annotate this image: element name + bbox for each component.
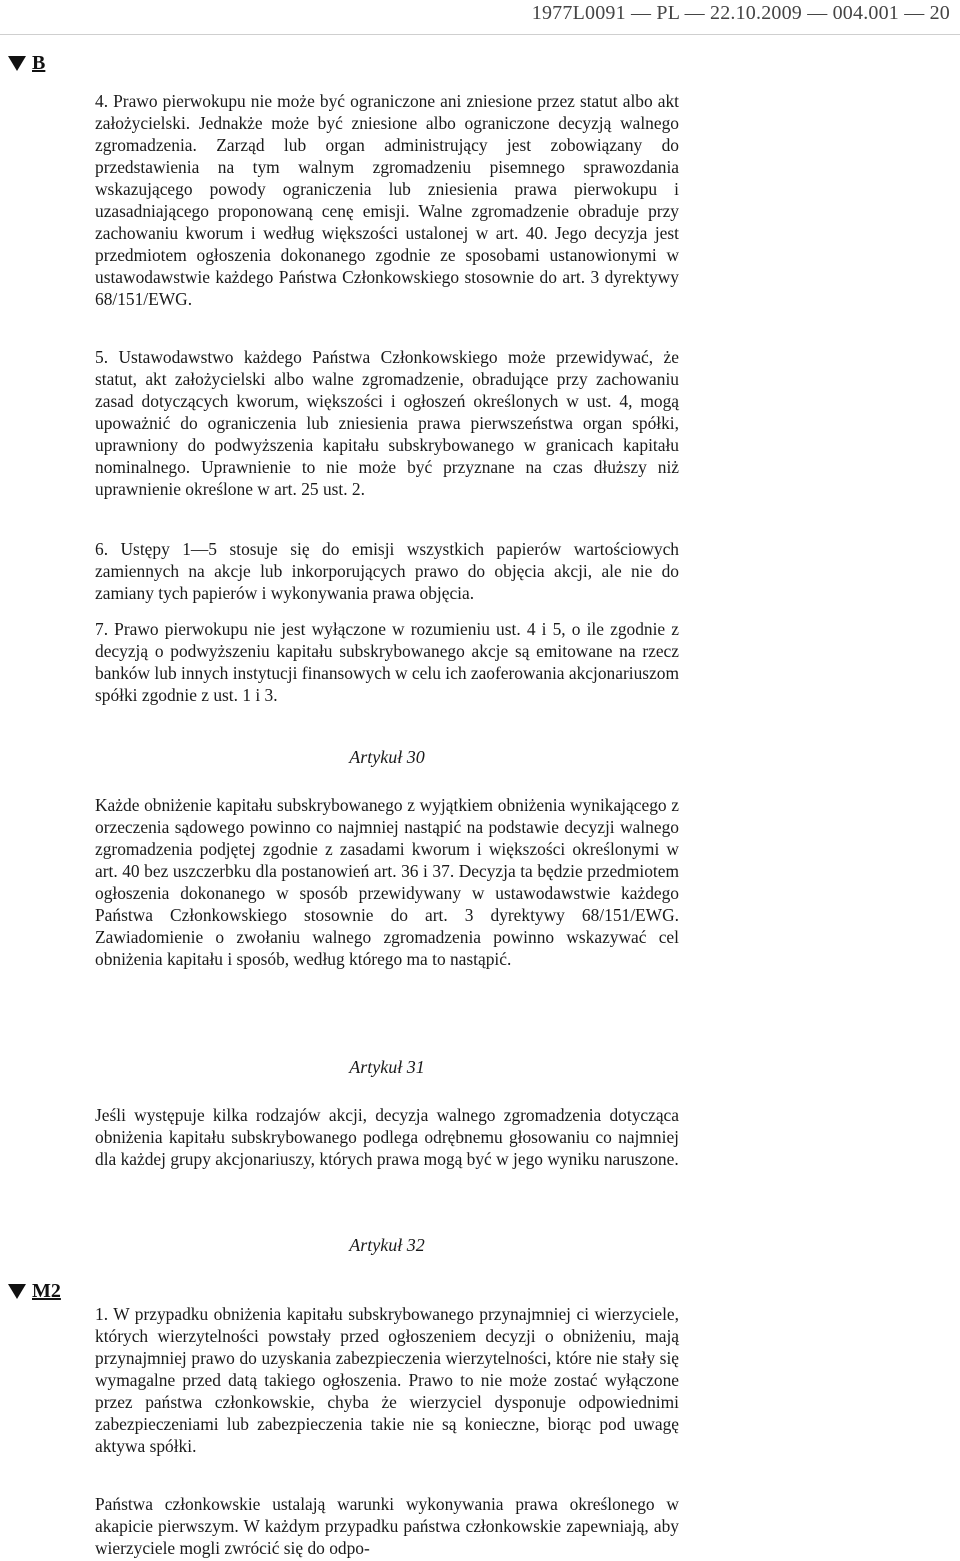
page-header xyxy=(0,0,960,35)
article-30-text: Każde obniżenie kapitału subskrybowanego z wyjątkiem obniżenia wynikającego z orzeczenia sądowego powinno co najmniej nastąpić na podstawie decyzji walnego zgromadzenia podjętej zgodnie z zasadami kworum i większości określonymi w art. 40 bez uszczerbku dla postanowień art. 36 i 37. Decyzja ta będzie przedmiotem ogłoszenia dokonanego w sposób przewidywany w ustawodawstwie każdego Państwa Członkowskiego stosownie do art. 3 dyrektywy 68/151/EWG. Zawiadomienie o zwołaniu walnego zgromadzenia powinno wskazywać cel obniżenia kapitału i sposób, według którego ma to nastąpić. xyxy=(95,795,679,969)
amendment-marker-m2[interactable] xyxy=(8,1280,61,1303)
article-31-text: Jeśli występuje kilka rodzajów akcji, decyzja walnego zgromadzenia dotycząca obniżenia kapitału subskrybowanego podlega odrębnemu głosowaniu co najmniej dla każdej grupy akcjonariuszy, których prawa mogą być w jego wyniku naruszone. xyxy=(95,1105,679,1169)
article-32-title: Artykuł 32 xyxy=(349,1235,425,1255)
article-30-title: Artykuł 30 xyxy=(349,747,425,767)
marker-label: M2 xyxy=(32,1280,61,1302)
marker-label: B xyxy=(32,52,46,74)
document-reference: 1977L0091 — PL — 22.10.2009 — 004.001 — 20 xyxy=(531,2,950,24)
article-32-paragraph-1: 1. W przypadku obniżenia kapitału subskrybowanego przynajmniej ci wierzyciele, których wierzytelności powstały przed ogłoszeniem decyzji o obniżeniu, mają przynajmniej prawo do uzyskania zabezpieczenia wierzytelności, które nie stały się wymagalne przed datą takiego ogłoszenia. Prawo to nie może zostać wyłączone przez państwa członkowskie, chyba że wierzyciel dysponuje odpowiednimi zabezpieczeniami lub zabezpieczenia takie nie są konieczne, biorąc pod uwagę aktywa spółki. xyxy=(95,1304,679,1456)
paragraph-4: 4. Prawo pierwokupu nie może być ograniczone ani zniesione przez statut albo akt założycielski. Jednakże może być zniesione albo ograniczone decyzją walnego zgromadzenia. Zarząd lub organ administrujący jest zobowiązany do przedstawienia na tym walnym zgromadzeniu pisemnego sprawozdania wskazującego powody ograniczenia lub zniesienia prawa pierwokupu i uzasadniającego proponowaną cenę emisji. Walne zgromadzenie obraduje przy zachowaniu kworum i według większości ustalonej w art. 40. Jego decyzja jest przedmiotem ogłoszenia dokonanego zgodnie ze sposobami ustanowionymi w ustawodawstwie każdego Państwa Członkowskiego stosownie do art. 3 dyrektywy 68/151/EWG. xyxy=(95,91,679,309)
article-32-paragraph-2: Państwa członkowskie ustalają warunki wykonywania prawa określonego w akapicie pierwszym. W każdym przypadku państwa członkowskie zapewniają, aby wierzyciele mogli zwrócić się do odpo- xyxy=(95,1494,679,1558)
triangle-down-icon xyxy=(8,1284,26,1299)
amendment-marker-b[interactable] xyxy=(8,52,45,75)
paragraph-6: 6. Ustępy 1—5 stosuje się do emisji wszystkich papierów wartościowych zamiennych na akcje lub inkorporujących prawo do objęcia akcji, ale nie do zamiany tych papierów i wykonywania prawa objęcia. xyxy=(95,539,679,603)
paragraph-5: 5. Ustawodawstwo każdego Państwa Członkowskiego może przewidywać, że statut, akt założycielski albo walne zgromadzenie, obradujące przy zachowaniu zasad dotyczących kworum, większości i ogłoszeń określonych w ust. 4, mogą upoważnić do ograniczenia lub zniesienia prawa pierwszeństwa organ spółki, uprawniony do podwyższenia kapitału subskrybowanego w granicach kapitału nominalnego. Uprawnienie to nie może być przyznane na czas dłuższy niż uprawnienie określone w art. 25 ust. 2. xyxy=(95,347,679,499)
paragraph-7: 7. Prawo pierwokupu nie jest wyłączone w rozumieniu ust. 4 i 5, o ile zgodnie z decyzją o podwyższeniu kapitału subskrybowanego akcje są emitowane na rzecz banków lub innych instytucji finansowych w celu ich zaoferowania akcjonariuszom spółki zgodnie z ust. 1 i 3. xyxy=(95,619,679,705)
article-31-title: Artykuł 31 xyxy=(349,1057,425,1077)
triangle-down-icon xyxy=(8,56,26,71)
